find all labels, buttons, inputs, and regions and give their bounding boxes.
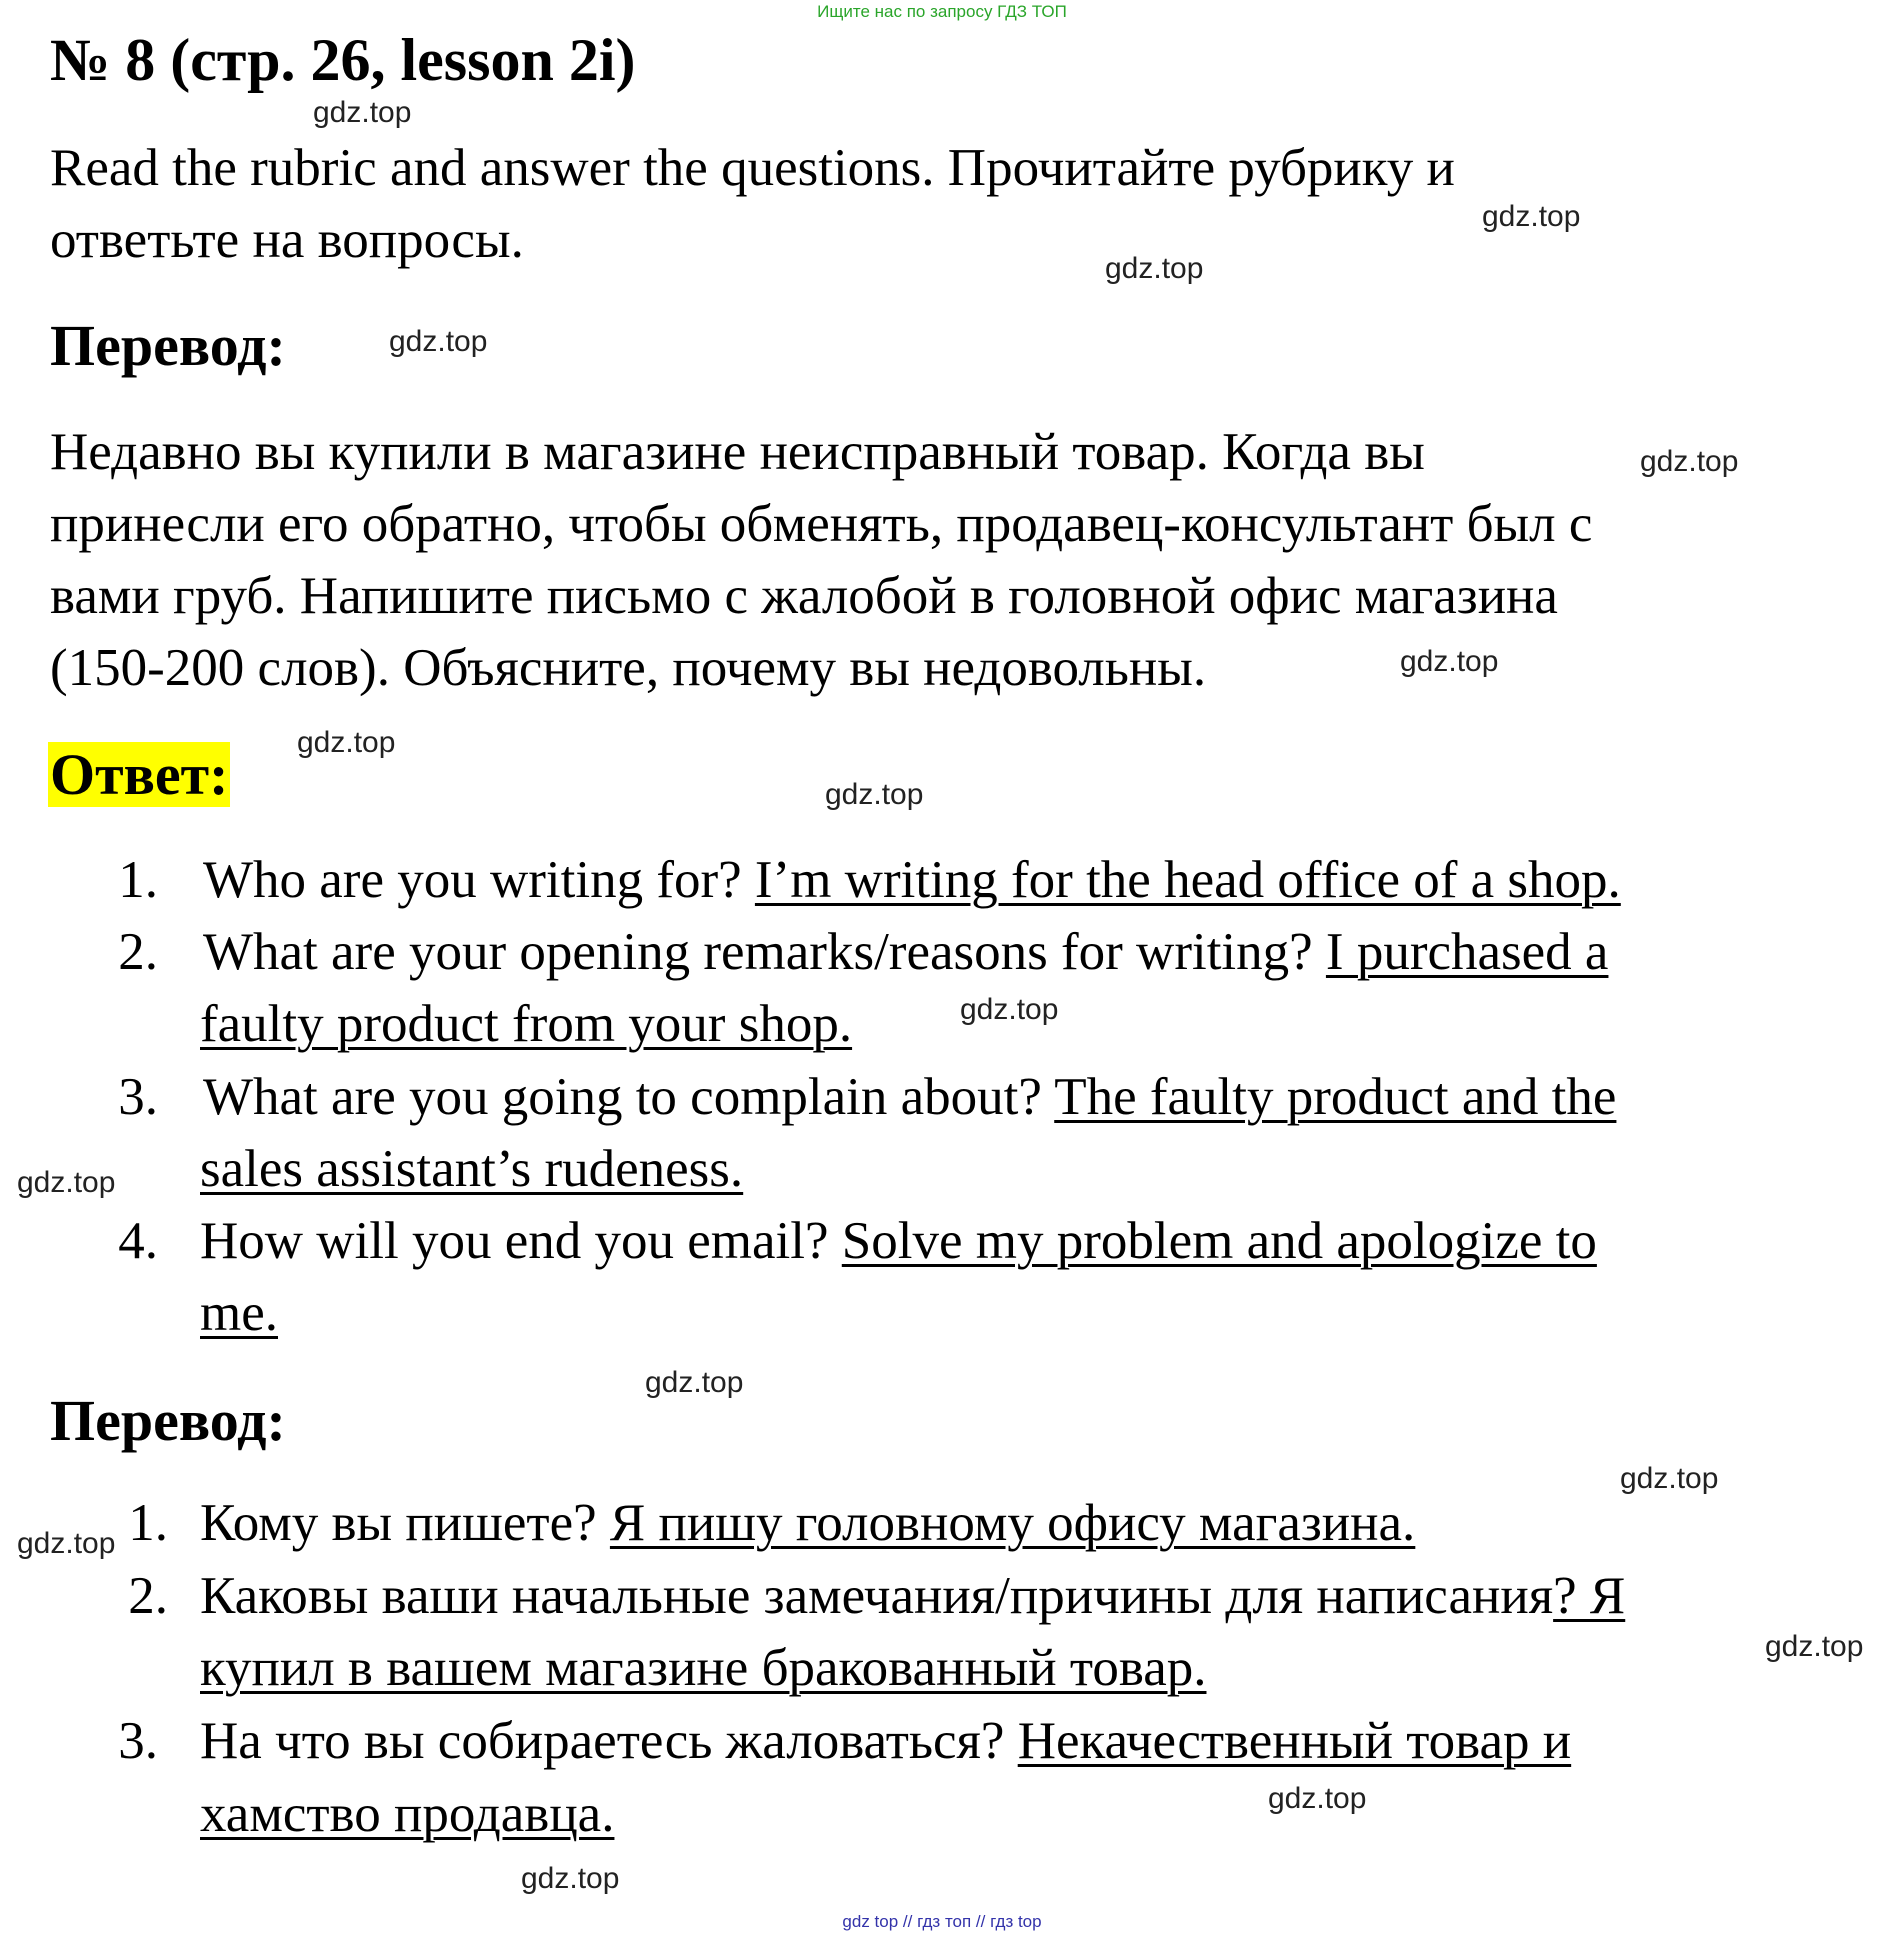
watermark: gdz.top	[1400, 645, 1499, 678]
rubric-line-1: Недавно вы купили в магазине неисправный товар. Когда вы	[50, 423, 1425, 481]
item-number: 1.	[128, 1494, 168, 1552]
rubric-line-2: принесли его обратно, чтобы обменять, продавец-консультант был с	[50, 495, 1593, 553]
answer-text: ? Я	[1553, 1567, 1626, 1625]
watermark: gdz.top	[1105, 252, 1204, 285]
item-line-cont	[200, 1277, 278, 1349]
item-line	[203, 916, 1608, 988]
watermark: gdz.top	[17, 1166, 116, 1199]
item-number: 3.	[118, 1068, 158, 1126]
rubric-line-4: (150-200 слов). Объясните, почему вы недовольны.	[50, 639, 1207, 697]
item-number: 2.	[128, 1567, 168, 1625]
watermark: gdz.top	[1765, 1630, 1864, 1663]
answer-text: I’m writing for the head office of a shop.	[754, 851, 1621, 909]
translation-heading: Перевод:	[50, 313, 286, 378]
item-number: 4.	[118, 1212, 158, 1270]
item-line-cont	[200, 1133, 743, 1205]
watermark: gdz.top	[1620, 1462, 1719, 1495]
watermark: gdz.top	[1640, 445, 1739, 478]
item-line-cont	[200, 1778, 614, 1850]
footer: gdz top // гдз топ // гдз top	[842, 1912, 1042, 1931]
task-line-1: Read the rubric and answer the questions. Прочитайте рубрику и	[50, 139, 1455, 197]
item-number: 3.	[118, 1712, 158, 1770]
watermark: gdz.top	[960, 993, 1059, 1026]
answer-text: хамство продавца.	[200, 1785, 615, 1843]
task-line-2: ответьте на вопросы.	[50, 211, 524, 269]
question-text: How will you end you email?	[200, 1212, 842, 1270]
question-text: Who are you writing for?	[203, 851, 755, 909]
item-line-cont	[200, 1632, 1206, 1704]
answer-text: me.	[200, 1284, 278, 1342]
watermark: gdz.top	[297, 726, 396, 759]
question-text: What are you going to complain about?	[203, 1068, 1055, 1126]
item-line	[200, 1205, 1597, 1277]
answer-text: sales assistant’s rudeness.	[200, 1140, 744, 1198]
item-line	[203, 1061, 1616, 1133]
watermark: gdz.top	[313, 96, 412, 129]
translation-heading-2: Перевод:	[50, 1388, 286, 1453]
question-text: Каковы ваши начальные замечания/причины для написания	[200, 1567, 1554, 1625]
item-line	[203, 844, 1621, 916]
answer-text: Я пишу головному офису магазина.	[609, 1494, 1416, 1552]
item-number: 1.	[118, 851, 158, 909]
item-line	[200, 1705, 1571, 1777]
watermark: gdz.top	[1268, 1782, 1367, 1815]
question-text: На что вы собираетесь жаловаться?	[200, 1712, 1018, 1770]
answer-text: I purchased a	[1325, 923, 1609, 981]
watermark: gdz.top	[17, 1527, 116, 1560]
item-line	[200, 1560, 1625, 1632]
answer-text: The faulty product and the	[1054, 1068, 1617, 1126]
rubric-line-3: вами груб. Напишите письмо с жалобой в головной офис магазина	[50, 567, 1558, 625]
top-banner: Ищите нас по запросу ГДЗ ТОП	[817, 2, 1067, 21]
answer-text: Некачественный товар и	[1017, 1712, 1572, 1770]
watermark: gdz.top	[825, 778, 924, 811]
question-text: Кому вы пишете?	[200, 1494, 610, 1552]
watermark: gdz.top	[1482, 200, 1581, 233]
item-line-cont	[200, 988, 852, 1060]
watermark: gdz.top	[521, 1862, 620, 1895]
watermark: gdz.top	[645, 1366, 744, 1399]
answer-heading	[48, 739, 230, 811]
page-title: № 8 (стр. 26, lesson 2i)	[50, 27, 636, 93]
question-text: What are your opening remarks/reasons for writing?	[203, 923, 1326, 981]
answer-text: купил в вашем магазине бракованный товар.	[200, 1639, 1207, 1697]
answer-text: Solve my problem and apologize to	[841, 1212, 1597, 1270]
answer-label: Ответ:	[50, 742, 229, 807]
item-number: 2.	[118, 923, 158, 981]
answer-text: faulty product from your shop.	[200, 995, 853, 1053]
watermark: gdz.top	[389, 325, 488, 358]
item-line	[200, 1487, 1415, 1559]
